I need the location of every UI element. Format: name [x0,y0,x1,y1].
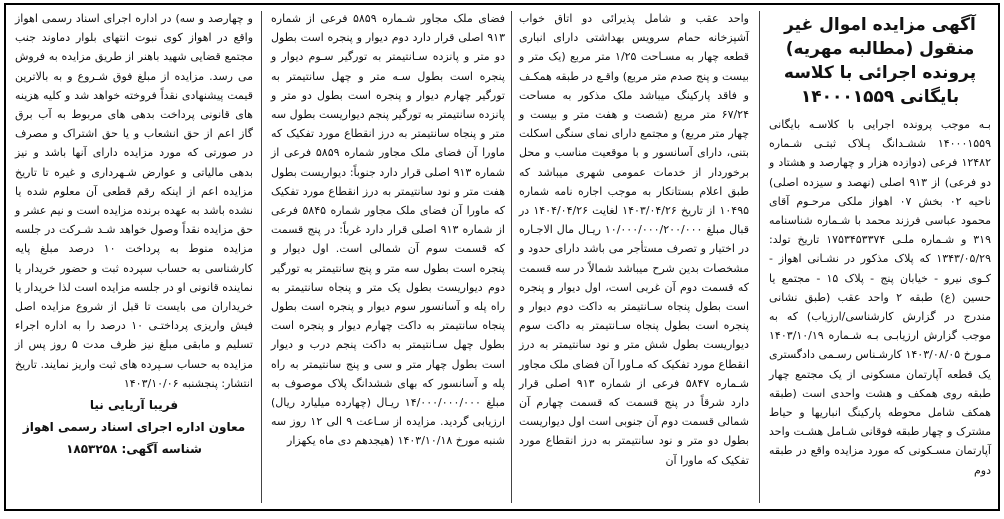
notice-text-part-1: بـه موجب پرونده اجرایی با کلاسـه بایگانی ۱۴۰۰۰۱۵۵۹ ششـدانگ پـلاک ثبتـی شـماره ۱۲۴۸۲ فرعی (دوازده هزار و چهارصد و هشتاد و دو فرعی) از ۹۱۳ اصلی (نهصد و سیزده اصلی) ناحیه ۰۲ بخش ۰۷ اهواز ملکی مرحـوم آقای محمود عباسی فرزند محمد با شـماره شناسنامه ۳۱۹ و شـماره ملـی ۱۷۵۳۴۵۳۳۷۴ تاریخ تولد: ۱۳۴۳/۰۵/۲۹ که پلاک مذکور در نشـانی اهواز - کـوی نیرو - خیابان پنج - پلاک ۱۵ - مجتمع یا حسین (ع) طبقه ۲ واحد عقب (طبق نشانی مندرج در گزارش کارشناسی/ارزیاب) که به موجب گزارش ارزیابـی بـه شـماره ۱۴۰۳/۱۰/۱۹ مـورخ ۱۴۰۳/۰۸/۰۵ کارشـناس رسـمی دادگستری یک قطعه آپارتمان مسکونی از یک مجتمع چهار طبقه روی همکف و هشت واحدی است (طبقه همکف شامل محوطه پارکینگ انباریها و حیاط مشترک و چهار طبقه فوقانی شـامل هشـت واحد آپارتمان مسـکونی که مورد مزایده واقع در طبقه دوم [769,118,992,477]
column-divider [511,11,512,503]
column-divider [261,11,262,503]
column-4 [12,9,256,507]
notice-text-part-2: واحد عقب و شامل پذیرائی دو اتاق خواب آشپزخانه حمام سرویس بهداشتی دارای انباری قطعه چهار به مسـاحت ۱/۲۵ متر مربع (یک متر و بیست و پنج صدم متر مربع) واقـع در طبقه همکـف و فاقد پارکینگ میباشد ملک مذکور به مساحت ۶۷/۲۴ متر مربع (شصت و هفت متر و بیست و چهار متر مربع) و مجتمع دارای نمای سنگی اسکلت بتنی، دارای آسانسور و با موقعیت مناسب و محل برخوردار از خدمات عمومی شهری میباشد که طبق اعلام بستانکار به موجب اجاره نامه شماره ۱۰۴۹۵ از تاریخ ۱۴۰۳/۰۴/۲۶ لغایت ۱۴۰۴/۰۴/۲۶ در قبال مبلغ ۱۰/۰۰۰/۰۰۰/۲۰۰/۰۰۰ ریـال مال الاجـاره در اختیار و تصرف مستأجر می باشد دارای حدود و مشخصات بدین شرح میباشد شمالاً در سه قسمت که قسمت دوم آن غربی است، اول دیوار و پنجره است بطول پنجاه سـانتیمتر به داکت دوم دیوار و پنجره است بطول پنجاه سـانتیمتر به داکت سوم دیواریست بطول شش متر و نود سانتیمتر به درز انقطاع مورد تفکیک که مـاورا آن فضای ملک مجاور شـماره ۵۸۴۷ فرعی از شماره ۹۱۳ اصلی قرار دارد شرقاً در پنج قسمت که قسمت چهارم آن شمالی قسمت دوم آن جنوبی است اول دیواریست بطول دو متر و نود سانتیمتر به درز انقطاع مورد تفکیک که ماورا آن [519,12,750,467]
notice-text-part-4: و چهارصد و سه) در اداره اجرای اسناد رسمی اهواز واقع در اهواز کوی نبوت انتهای بلوار دماوند جنب مجتمع قضایی شهید باهنر از طریق مزایده به فروش می رسد. مزایده از مبلغ فوق شـروع و به بالاترین قیمت پیشنهادی نقداً فروخته خواهد شد و کلیه هزینه های قانونی پرداخت بدهی های مربوط به آب برق گاز اعم از حق انشعاب و یا حق اشتراک و مصرف در صورتی که مورد مزایده دارای آنها باشد و نیز بدهی مالیاتی و عوارض شـهرداری و غیره تا تاریخ مزایده اعم از اینکه رقم قطعی آن معلوم شده یا نشده باشد به عهده برنده مزایده است و نیم عشر و حق مزایده نقداً وصول خواهد شـد شـرکت در جلسه مزایده منوط به پرداخت ۱۰ درصد مبلغ پایه کارشناسی به حساب سپرده ثبت و حضور خریدار یا نماینده قانونی او در جلسه مزایده است لذا خریدار یا خریداران می بایست تا قبل از شروع مزایده اصل فیش واریزی پرداختـی ۱۰ درصد را به اداره اجراء تسلیم و مابقی مبلغ نیز ظرف مدت ۵ روز پس از مزایده به حساب سـپرده های ثبت واریز نمایند. تاریخ انتشار: پنجشنبه ۱۴۰۳/۱۰/۰۶ [15,12,254,390]
ad-id: شناسه آگهی: ۱۸۵۳۲۵۸ [66,442,202,457]
signer-title: معاون اداره اجرای اسناد رسمی اهواز [22,420,246,435]
notice-title: آگهی مزایده اموال غیر منقول (مطالبه مهریه) پرونده اجرائی با کلاسه بایگانی ۱۴۰۰۰۱۵۵۹ [783,15,977,107]
auction-notice [4,3,1000,511]
column-3 [268,9,508,507]
column-divider [759,11,760,503]
notice-text-part-3: فضای ملک مجاور شـماره ۵۸۵۹ فرعی از شماره ۹۱۳ اصلی قرار دارد دوم دیوار و پنجره است بطول دو متر و پانزده سـانتیمتر به تورگیر سـوم دیوار و پنجره است بطول سـه متر و چهل سانتیمتر به تورگیر چهارم دیوار و پنجره است بطول دو متر و پانزده سانتیمتر به تورگیر پنجم دیواریست بطول سه متر و پنجاه سانتیمتر به درز انقطاع مورد تفکیک که ماورا آن فضای ملک مجاور شماره ۵۸۵۹ فرعی از شماره ۹۱۳ اصلی قرار دارد جنوباً: دیواریست بطول هفت متر و نود سانتیمتر به درز انقطاع مورد تفکیک که ماورا آن فضای ملک مجاور شماره ۵۸۴۵ فرعی از شماره ۹۱۳ اصلی قرار دارد غرباً: در پنج قسمت که قسمت سوم آن شمالی است. اول دیوار و پنجره است بطول سه متر و پنج سانتیمتر به تورگیر دوم دیواریست بطول یک متر و پنجاه سانتیمتر به راه پله و آسانسور سوم دیوار و پنجره است بطول پنجاه سانتیمتر به داکت چهارم دیوار و پنجره است بطول چهل سـانتیمتر به داکت پنجم درب و دیوار است بطول چهار متر و سی و پنج سانتیمتر به راه پله و آسانسور که بهای ششدانگ پلاک موصوف به مبلغ ۱۴/۰۰۰/۰۰۰/۰۰۰ ریـال (چهارده میلیارد ریال) ارزیابی گردید. مزایده از سـاعت ۹ الی ۱۲ روز سه شنبه مورخ ۱۴۰۳/۱۰/۱۸ (هیجدهم دی ماه یکهزار [271,12,506,448]
column-2 [516,9,752,507]
signer-name: فریبا آریایی نیا [89,398,179,413]
column-1 [766,9,994,507]
